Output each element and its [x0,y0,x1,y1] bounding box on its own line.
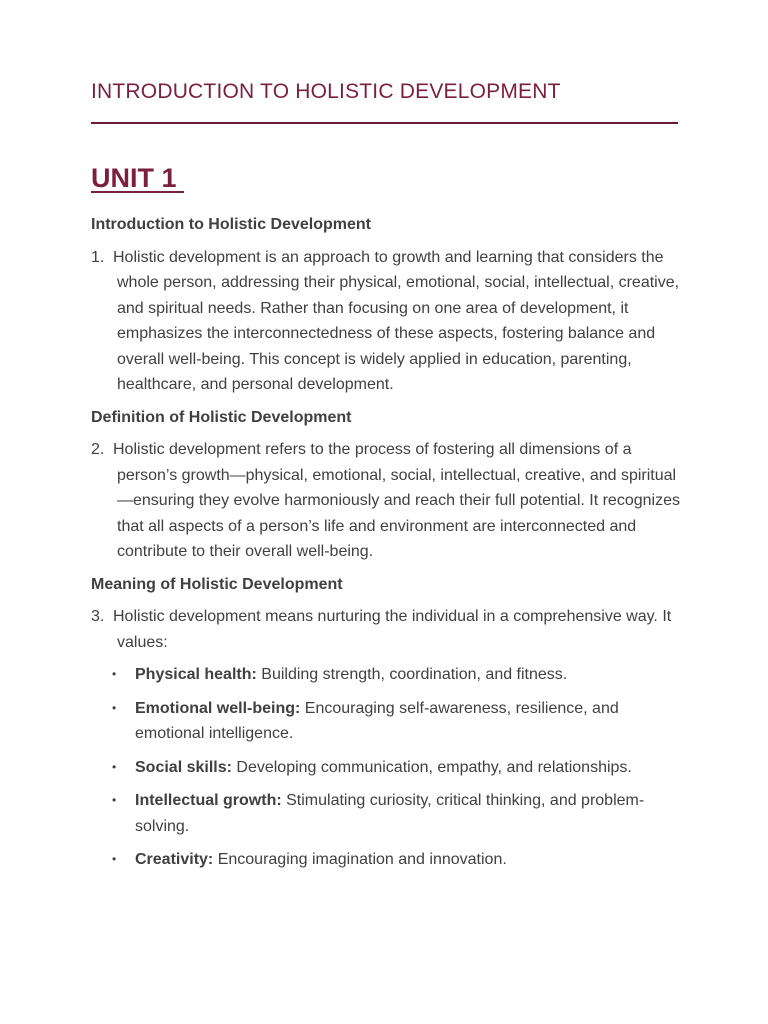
list-item-text: Developing communication, empathy, and relationships. [231,758,632,776]
unit-heading: UNIT 1 [91,163,185,193]
list-item-text: Encouraging imagination and innovation. [213,851,507,868]
list-item-text: Encouraging self-awareness, resilience, and emotional intelligence. [135,699,619,742]
paragraph-text: Holistic development refers to the process of fostering all dimensions of a person’s growth—physical, emotional, social, intellectual, creative, and spiritual—ensuring they evolve harmoniously and reach their full potential. It recognizes that all aspects of a person’s life and environment are interconnected and contribute to their overall well-being. [113,441,680,560]
list-item [91,755,686,781]
paragraph-text: Holistic development means nurturing the individual in a comprehensive way. It values: [113,608,672,651]
section-heading-meaning: Meaning of Holistic Development [91,575,343,593]
list-item-text: Stimulating curiosity, critical thinking, and problem-solving. [135,792,645,835]
paragraph-introduction [91,245,686,398]
list-item [91,788,686,839]
list-item [91,662,686,688]
list-item-term: Physical health: [135,666,257,683]
document-body [91,212,686,881]
paragraph-number: 2. [91,441,105,458]
bullet-icon: • [112,793,117,807]
bullet-icon: • [112,700,117,715]
paragraph-text: Holistic development is an approach to growth and learning that considers the whole person, addressing their physical, emotional, social, intellectual, creative, and spiritual needs. Rather than focusing on one area of development, it emphasizes the interconnectedness of these aspects, fostering balance and overall well-being. This concept is widely applied in education, parenting, healthcare, and personal development. [113,248,680,393]
paragraph-definition [91,437,686,565]
title-divider [91,122,678,124]
paragraph-number: 3. [91,608,105,625]
list-item-term: Social skills: [135,758,232,776]
paragraph-number: 1. [91,248,105,266]
section-heading-introduction: Introduction to Holistic Development [91,216,372,233]
bullet-icon: • [112,852,117,866]
section-heading-definition: Definition of Holistic Development [91,408,352,426]
list-item-term: Creativity: [135,851,214,868]
bullet-icon: • [112,667,117,681]
list-item [91,847,686,873]
paragraph-meaning [91,604,686,655]
document-title: INTRODUCTION TO HOLISTIC DEVELOPMENT [91,80,561,103]
list-item-text: Building strength, coordination, and fitness. [256,666,568,683]
list-item [91,696,686,747]
values-list [91,662,686,873]
bullet-icon: • [112,759,117,774]
list-item-term: Intellectual growth: [135,792,282,809]
list-item-term: Emotional well-being: [135,699,301,717]
